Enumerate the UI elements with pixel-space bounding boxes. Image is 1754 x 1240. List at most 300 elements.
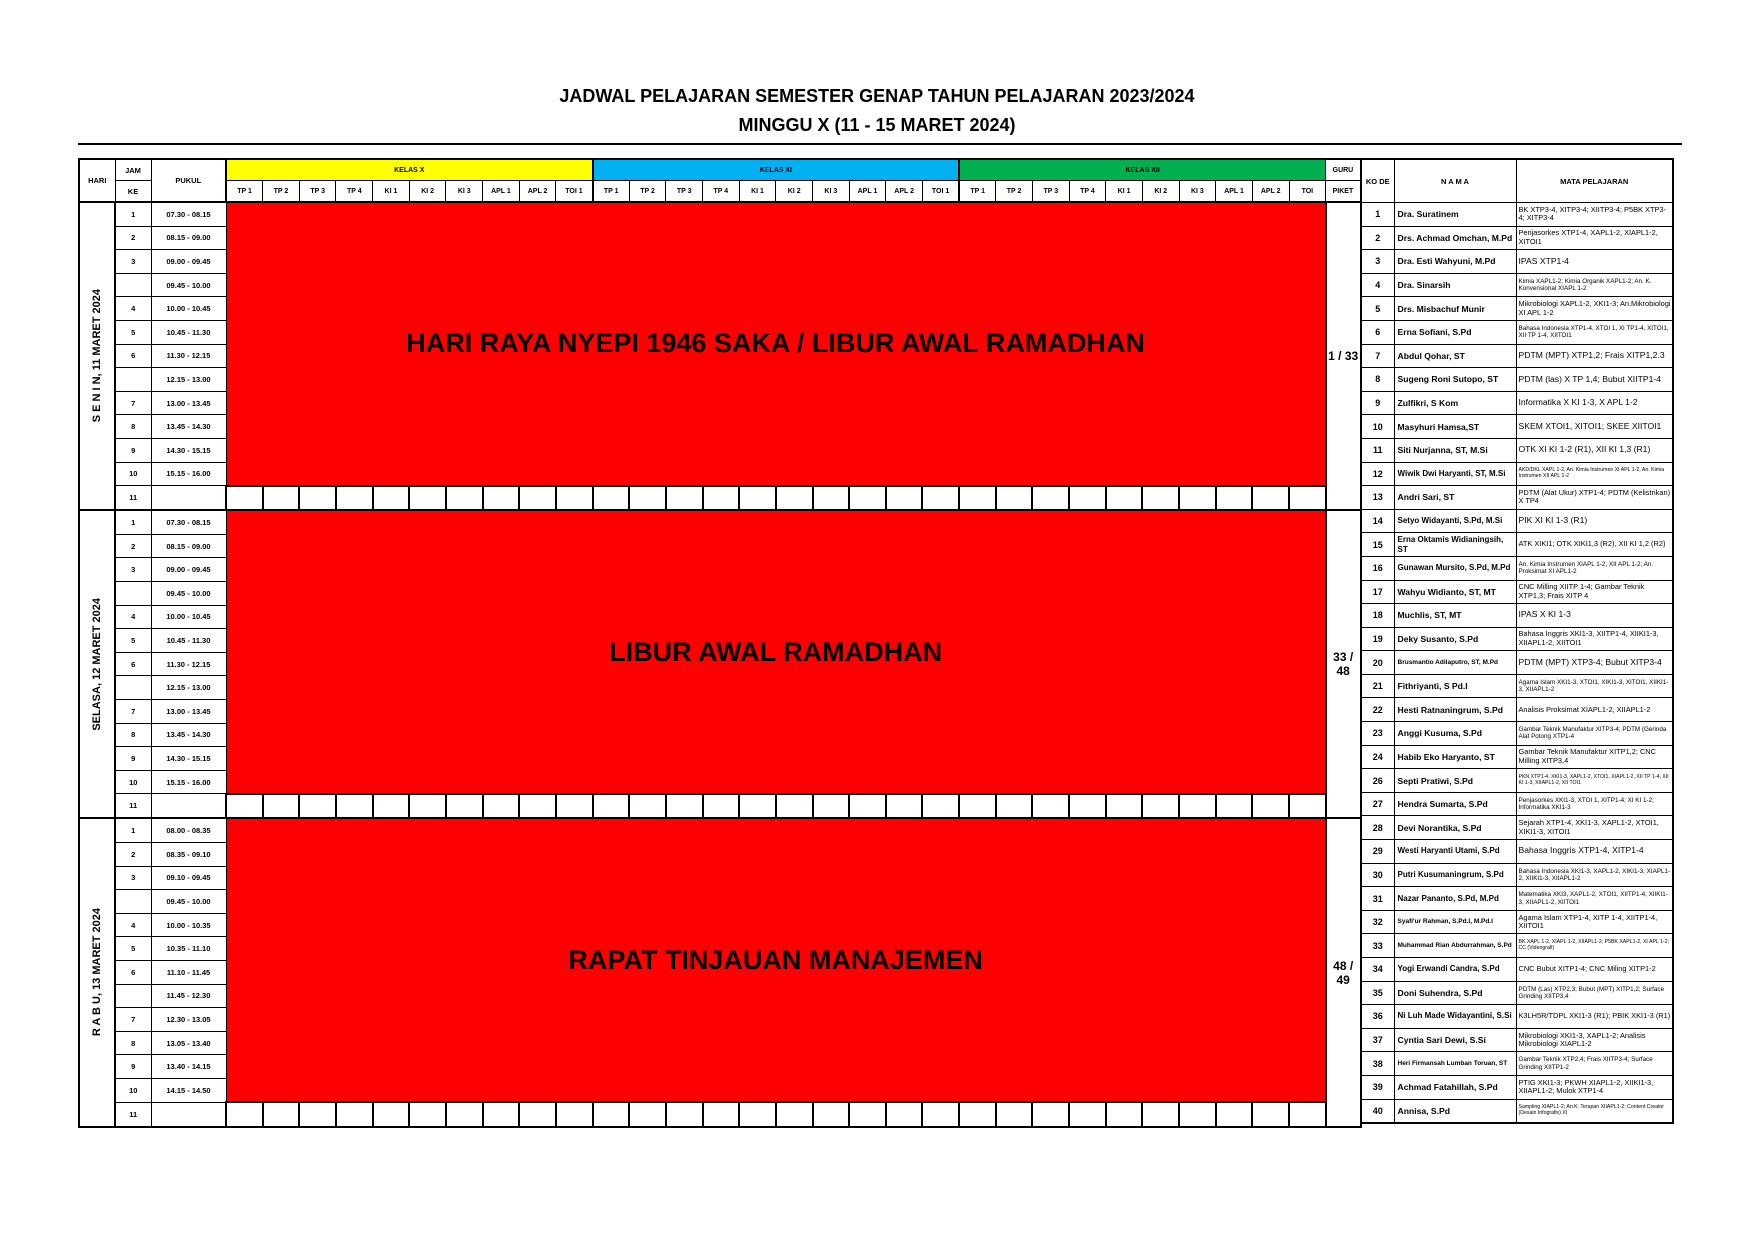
teacher-code: 40 (1361, 1099, 1394, 1123)
empty-slot[interactable] (483, 1102, 520, 1127)
pukul: 09.45 - 10.00 (151, 273, 226, 297)
empty-slot[interactable] (1289, 486, 1326, 511)
day-label-cell (79, 510, 115, 818)
pukul: 08.15 - 09.00 (151, 534, 226, 558)
teacher-row (1361, 674, 1673, 698)
teacher-code: 18 (1361, 604, 1394, 628)
empty-slot[interactable] (556, 486, 593, 511)
empty-slot[interactable] (813, 486, 850, 511)
teacher-code: 31 (1361, 887, 1394, 911)
empty-slot[interactable] (299, 1102, 336, 1127)
empty-slot[interactable] (556, 1102, 593, 1127)
teacher-code: 35 (1361, 981, 1394, 1005)
schedule-table (78, 158, 1362, 1128)
empty-slot[interactable] (1179, 486, 1216, 511)
empty-slot[interactable] (1106, 794, 1143, 819)
teacher-name: Fithriyanti, S Pd.I (1394, 674, 1516, 698)
pukul: 13.00 - 13.45 (151, 391, 226, 415)
pukul (151, 486, 226, 511)
teacher-code: 32 (1361, 910, 1394, 934)
jam-ke (115, 890, 151, 914)
class-column-header: KI 1 (373, 181, 410, 203)
schedule-row (79, 1102, 1361, 1127)
empty-slot[interactable] (703, 794, 740, 819)
empty-slot[interactable] (739, 794, 776, 819)
teacher-row (1361, 1005, 1673, 1029)
teacher-row (1361, 792, 1673, 816)
teacher-row (1361, 509, 1673, 533)
empty-slot[interactable] (446, 1102, 483, 1127)
teacher-subjects: Sejarah XTP1-4, XKI1-3, XAPL1-2, XTOI1, XIKI1-3, XITOI1 (1516, 816, 1673, 840)
jam-ke: 3 (115, 250, 151, 274)
pukul: 15.15 - 16.00 (151, 770, 226, 794)
teacher-name: Annisa, S.Pd (1394, 1099, 1516, 1123)
empty-slot[interactable] (776, 1102, 813, 1127)
teacher-name: Sugeng Roni Sutopo, ST (1394, 368, 1516, 392)
empty-slot[interactable] (996, 486, 1033, 511)
jam-ke: 5 (115, 320, 151, 344)
pukul: 10.45 - 11.30 (151, 629, 226, 653)
empty-slot[interactable] (922, 1102, 959, 1127)
teacher-row (1361, 604, 1673, 628)
teacher-row (1361, 415, 1673, 439)
teacher-row (1361, 1099, 1673, 1123)
empty-slot[interactable] (703, 486, 740, 511)
class-column-header: TP 1 (593, 181, 630, 203)
teacher-code: 33 (1361, 934, 1394, 958)
teacher-row (1361, 627, 1673, 651)
teacher-code: 20 (1361, 651, 1394, 675)
empty-slot[interactable] (813, 1102, 850, 1127)
pukul: 13.00 - 13.45 (151, 699, 226, 723)
empty-slot[interactable] (849, 486, 886, 511)
teacher-name: Drs. Misbachuf Munir (1394, 297, 1516, 321)
empty-slot[interactable] (373, 486, 410, 511)
empty-slot[interactable] (263, 1102, 300, 1127)
teacher-name: Cyntia Sari Dewi, S.Si (1394, 1028, 1516, 1052)
jam-ke: 7 (115, 1008, 151, 1032)
empty-slot[interactable] (409, 486, 446, 511)
pukul: 09.45 - 10.00 (151, 890, 226, 914)
teacher-row (1361, 533, 1673, 557)
empty-slot[interactable] (263, 486, 300, 511)
empty-slot[interactable] (886, 1102, 923, 1127)
teacher-code: 30 (1361, 863, 1394, 887)
teacher-name: Wiwik Dwi Haryanti, ST, M.Si (1394, 462, 1516, 486)
teacher-code: 28 (1361, 816, 1394, 840)
teacher-row (1361, 203, 1673, 227)
empty-slot[interactable] (1252, 486, 1289, 511)
empty-slot[interactable] (1032, 1102, 1069, 1127)
empty-slot[interactable] (1142, 486, 1179, 511)
empty-slot[interactable] (1142, 794, 1179, 819)
header-row (79, 181, 1361, 203)
teacher-subjects: CNC Bubut XITP1-4; CNC Miling XITP1-2 (1516, 958, 1673, 982)
teacher-code: 6 (1361, 320, 1394, 344)
teacher-name: Devi Norantika, S.Pd (1394, 816, 1516, 840)
jam-ke: 10 (115, 770, 151, 794)
empty-slot[interactable] (336, 794, 373, 819)
empty-slot[interactable] (226, 794, 263, 819)
teacher-subjects: PDTM (Alat Ukur) XTP1-4; PDTM (Kelistrikan) X TP4 (1516, 486, 1673, 510)
class-column-header: KI 3 (813, 181, 850, 203)
teacher-row (1361, 462, 1673, 486)
teacher-code: 8 (1361, 368, 1394, 392)
empty-slot[interactable] (226, 1102, 263, 1127)
jam-ke: 11 (115, 794, 151, 819)
empty-slot[interactable] (739, 486, 776, 511)
teacher-subjects: IPAS X KI 1-3 (1516, 604, 1673, 628)
teacher-code: 21 (1361, 674, 1394, 698)
teacher-table (1360, 158, 1674, 1124)
empty-slot[interactable] (629, 1102, 666, 1127)
empty-slot[interactable] (1032, 794, 1069, 819)
empty-slot[interactable] (1069, 486, 1106, 511)
teacher-row (1361, 651, 1673, 675)
teacher-name: Brusmantio Adilaputro, ST, M.Pd (1394, 651, 1516, 675)
empty-slot[interactable] (776, 794, 813, 819)
class-group-2: KELAS XII (959, 159, 1326, 181)
teacher-code: 19 (1361, 627, 1394, 651)
teacher-code: 22 (1361, 698, 1394, 722)
teacher-subjects: Agama Islam XTP1-4, XITP 1-4, XIITP1-4, XIITOI1 (1516, 910, 1673, 934)
guru-piket: 1 / 33 (1326, 202, 1361, 510)
empty-slot[interactable] (703, 1102, 740, 1127)
teacher-code: 7 (1361, 344, 1394, 368)
teacher-row (1361, 1075, 1673, 1099)
empty-slot[interactable] (1216, 1102, 1253, 1127)
empty-slot[interactable] (849, 794, 886, 819)
class-column-header: APL 2 (1252, 181, 1289, 203)
empty-slot[interactable] (1289, 1102, 1326, 1127)
empty-slot[interactable] (519, 1102, 556, 1127)
teacher-row (1361, 863, 1673, 887)
header-nama: N A M A (1394, 159, 1516, 203)
jam-ke: 2 (115, 843, 151, 867)
class-column-header: KI 1 (739, 181, 776, 203)
empty-slot[interactable] (1252, 1102, 1289, 1127)
pukul: 08.00 - 08.35 (151, 818, 226, 842)
empty-slot[interactable] (1069, 794, 1106, 819)
day-label: SELASA, 12 MARET 2024 (91, 598, 103, 731)
teacher-subjects: Penjasorkes XKI1-3, XTOI 1, XITP1-4; XI KI 1-2; Informatika XKI1-3 (1516, 792, 1673, 816)
class-column-header: TP 4 (703, 181, 740, 203)
teacher-subjects: PIK XI KI 1-3 (R1) (1516, 509, 1673, 533)
teacher-code: 27 (1361, 792, 1394, 816)
schedule-row (79, 202, 1361, 226)
teacher-code: 16 (1361, 556, 1394, 580)
teacher-row (1361, 368, 1673, 392)
empty-slot[interactable] (519, 794, 556, 819)
teacher-name: Dra. Suratinem (1394, 203, 1516, 227)
teacher-name: Andri Sari, ST (1394, 486, 1516, 510)
empty-slot[interactable] (483, 794, 520, 819)
empty-slot[interactable] (483, 486, 520, 511)
teacher-row (1361, 769, 1673, 793)
empty-slot[interactable] (226, 486, 263, 511)
class-group-1: KELAS XI (593, 159, 960, 181)
empty-slot[interactable] (666, 794, 703, 819)
teacher-subjects: PDTM (MPT) XTP1,2; Frais XITP1,2.3 (1516, 344, 1673, 368)
empty-slot[interactable] (263, 794, 300, 819)
jam-ke: 5 (115, 937, 151, 961)
class-column-header: TOI 1 (922, 181, 959, 203)
teacher-subjects: PDTM (MPT) XTP3-4; Bubut XITP3-4 (1516, 651, 1673, 675)
jam-ke: 5 (115, 629, 151, 653)
jam-ke: 10 (115, 1078, 151, 1102)
teacher-subjects: PDTM (las) X TP 1,4; Bubut XIITP1-4 (1516, 368, 1673, 392)
page-title: JADWAL PELAJARAN SEMESTER GENAP TAHUN PELAJARAN 2023/2024 (559, 86, 1195, 106)
empty-slot[interactable] (336, 486, 373, 511)
teacher-row (1361, 840, 1673, 864)
class-column-header: TP 4 (1069, 181, 1106, 203)
class-column-header: KI 3 (446, 181, 483, 203)
class-column-header: TP 2 (996, 181, 1033, 203)
class-column-header: TP 2 (629, 181, 666, 203)
pukul: 13.45 - 14.30 (151, 415, 226, 439)
teacher-name: Dra. Esti Wahyuni, M.Pd (1394, 250, 1516, 274)
class-column-header: APL 1 (483, 181, 520, 203)
teacher-name: Muhammad Rian Abdurrahman, S.Pd (1394, 934, 1516, 958)
header-kode: KO DE (1361, 159, 1394, 203)
jam-ke: 8 (115, 415, 151, 439)
jam-ke: 4 (115, 605, 151, 629)
guru-piket: 33 / 48 (1326, 510, 1361, 818)
schedule-row (79, 794, 1361, 819)
teacher-subjects: Bahasa Indonesia XKI1-3, XAPL1-2, XIKI1-3, XIAPL1-2, XIIKI1-3, XIIAPL1-2 (1516, 863, 1673, 887)
empty-slot[interactable] (739, 1102, 776, 1127)
empty-slot[interactable] (629, 486, 666, 511)
teacher-code: 10 (1361, 415, 1394, 439)
teacher-code: 37 (1361, 1028, 1394, 1052)
teacher-name: Anggi Kusuma, S.Pd (1394, 722, 1516, 746)
teacher-code: 39 (1361, 1075, 1394, 1099)
empty-slot[interactable] (959, 794, 996, 819)
empty-slot[interactable] (1216, 794, 1253, 819)
teacher-subjects: Agama Islam XKI1-3, XTOI1, XIKI1-3, XITOI1, XIIKI1-3, XIIAPL1-2 (1516, 674, 1673, 698)
class-group-0: KELAS X (226, 159, 593, 181)
pukul: 10.00 - 10.45 (151, 297, 226, 321)
empty-slot[interactable] (776, 486, 813, 511)
empty-slot[interactable] (409, 794, 446, 819)
teacher-row (1361, 391, 1673, 415)
teacher-code: 26 (1361, 769, 1394, 793)
teacher-subjects: Mikrobiologi XKI1-3, XAPL1-2; Analisis Mikrobiologi XIAPL1-2 (1516, 1028, 1673, 1052)
empty-slot[interactable] (336, 1102, 373, 1127)
empty-slot[interactable] (922, 486, 959, 511)
teacher-subjects: Penjasorkes XTP1-4, XAPL1-2, XIAPL1-2, XITOI1 (1516, 226, 1673, 250)
pukul: 09.00 - 09.45 (151, 558, 226, 582)
teacher-row (1361, 816, 1673, 840)
jam-ke: 4 (115, 297, 151, 321)
empty-slot[interactable] (959, 486, 996, 511)
empty-slot[interactable] (409, 1102, 446, 1127)
page-subtitle: MINGGU X (11 - 15 MARET 2024) (738, 115, 1016, 135)
empty-slot[interactable] (556, 794, 593, 819)
teacher-row (1361, 958, 1673, 982)
empty-slot[interactable] (373, 1102, 410, 1127)
pukul: 08.15 - 09.00 (151, 226, 226, 250)
pukul: 09.45 - 10.00 (151, 582, 226, 606)
teacher-row (1361, 344, 1673, 368)
teacher-code: 9 (1361, 391, 1394, 415)
day-label: S E N I N, 11 MARET 2024 (91, 289, 103, 423)
class-column-header: TP 4 (336, 181, 373, 203)
class-column-header: KI 2 (776, 181, 813, 203)
empty-slot[interactable] (813, 794, 850, 819)
teacher-name: Putri Kusumaningrum, S.Pd (1394, 863, 1516, 887)
empty-slot[interactable] (593, 1102, 630, 1127)
pukul: 14.15 - 14.50 (151, 1078, 226, 1102)
pukul: 07.30 - 08.15 (151, 510, 226, 534)
schedule-row (79, 818, 1361, 842)
teacher-code: 5 (1361, 297, 1394, 321)
teacher-row (1361, 250, 1673, 274)
teacher-subjects: Mikrobiologi XAPL1-2, XKI1-3; An.Mikrobiologi XI APL 1-2 (1516, 297, 1673, 321)
empty-slot[interactable] (996, 794, 1033, 819)
empty-slot[interactable] (519, 486, 556, 511)
pukul: 11.30 - 12.15 (151, 344, 226, 368)
teacher-code: 36 (1361, 1005, 1394, 1029)
teacher-name: Hesti Ratnaningrum, S.Pd (1394, 698, 1516, 722)
teacher-row (1361, 1028, 1673, 1052)
empty-slot[interactable] (1289, 794, 1326, 819)
pukul: 11.45 - 12.30 (151, 984, 226, 1008)
teacher-name: Deky Susanto, S.Pd (1394, 627, 1516, 651)
class-column-header: TOI (1289, 181, 1326, 203)
empty-slot[interactable] (1179, 1102, 1216, 1127)
teacher-subjects: Informatika X KI 1-3, X APL 1-2 (1516, 391, 1673, 415)
pukul: 12.30 - 13.05 (151, 1008, 226, 1032)
teacher-row (1361, 273, 1673, 297)
teacher-name: Setyo Widayanti, S.Pd, M.Si (1394, 509, 1516, 533)
pukul: 14.30 - 15.15 (151, 438, 226, 462)
teacher-subjects: BK XAPL 1-2, XIAPL 1-2, XIIAPL1-2; P5BK XAPL1-2, XI APL 1-2; CC (Videografi) (1516, 934, 1673, 958)
jam-ke (115, 676, 151, 700)
day-label: R A B U, 13 MARET 2024 (91, 908, 103, 1037)
schedule-row (79, 486, 1361, 511)
empty-slot[interactable] (593, 794, 630, 819)
empty-slot[interactable] (629, 794, 666, 819)
empty-slot[interactable] (446, 794, 483, 819)
teacher-table-header (1361, 159, 1673, 203)
teacher-subjects: K3LH5R/TDPL XKI1-3 (R1); PBIK XKI1-3 (R1) (1516, 1005, 1673, 1029)
jam-ke: 8 (115, 1031, 151, 1055)
pukul: 09.00 - 09.45 (151, 250, 226, 274)
empty-slot[interactable] (299, 486, 336, 511)
empty-slot[interactable] (446, 486, 483, 511)
class-column-header: APL 2 (886, 181, 923, 203)
empty-slot[interactable] (1069, 1102, 1106, 1127)
empty-slot[interactable] (1106, 486, 1143, 511)
class-column-header: TP 3 (666, 181, 703, 203)
teacher-subjects: An. Kimia Instrumen XIAPL 1-2, XII APL 1-2; An. Proksimat XI APL1-2 (1516, 556, 1673, 580)
empty-slot[interactable] (299, 794, 336, 819)
jam-ke: 7 (115, 699, 151, 723)
teacher-name: Doni Suhendra, S.Pd (1394, 981, 1516, 1005)
teacher-name: Erna Oktamis Widianingsih, ST (1394, 533, 1516, 557)
jam-ke (115, 984, 151, 1008)
title-divider (78, 143, 1682, 145)
pukul: 13.40 - 14.15 (151, 1055, 226, 1079)
jam-ke (115, 582, 151, 606)
teacher-name: Habib Eko Haryanto, ST (1394, 745, 1516, 769)
jam-ke: 1 (115, 510, 151, 534)
jam-ke: 3 (115, 558, 151, 582)
empty-slot[interactable] (593, 486, 630, 511)
jam-ke: 11 (115, 1102, 151, 1127)
teacher-subjects: Sampling XIAPL1-2; An.K. Terapan XIIAPL1-2; Content Creator (Desain Infografis) XI (1516, 1099, 1673, 1123)
empty-slot[interactable] (922, 794, 959, 819)
teacher-subjects: PKN XTP1-4, XKI1-3, XAPL1-2, XTOI1, XIAPL1-2, XII TP 1-4, XII KI 1-3, XIIAPL1-2, XII TOI1 (1516, 769, 1673, 793)
teacher-row (1361, 981, 1673, 1005)
jam-ke: 1 (115, 202, 151, 226)
pukul: 08.35 - 09.10 (151, 843, 226, 867)
empty-slot[interactable] (1032, 486, 1069, 511)
empty-slot[interactable] (1179, 794, 1216, 819)
teacher-code: 29 (1361, 840, 1394, 864)
jam-ke: 9 (115, 438, 151, 462)
empty-slot[interactable] (996, 1102, 1033, 1127)
teacher-row (1361, 910, 1673, 934)
jam-ke: 9 (115, 747, 151, 771)
empty-slot[interactable] (849, 1102, 886, 1127)
teacher-row (1361, 722, 1673, 746)
teacher-code: 23 (1361, 722, 1394, 746)
header-hari: HARI (79, 159, 115, 202)
pukul: 13.45 - 14.30 (151, 723, 226, 747)
teacher-name: Siti Nurjanna, ST, M.Si (1394, 438, 1516, 462)
teacher-row (1361, 438, 1673, 462)
jam-ke (115, 368, 151, 392)
teacher-name: Syafi'ur Rahman, S.Pd.I, M.Pd.I (1394, 910, 1516, 934)
day-label-cell (79, 818, 115, 1126)
jam-ke: 6 (115, 961, 151, 985)
class-column-header: TP 3 (1032, 181, 1069, 203)
empty-slot[interactable] (1106, 1102, 1143, 1127)
teacher-name: Masyhuri Hamsa,ST (1394, 415, 1516, 439)
header-pukul: PUKUL (151, 159, 226, 202)
pukul: 09.10 - 09.45 (151, 866, 226, 890)
teacher-code: 1 (1361, 203, 1394, 227)
empty-slot[interactable] (886, 486, 923, 511)
empty-slot[interactable] (1142, 1102, 1179, 1127)
empty-slot[interactable] (373, 794, 410, 819)
empty-slot[interactable] (666, 1102, 703, 1127)
teacher-subjects: Gambar Teknik XTP2,4; Frais XIITP3-4; Surface Grinding XIITP1-2 (1516, 1052, 1673, 1076)
teacher-name: Nazar Pananto, S.Pd, M.Pd (1394, 887, 1516, 911)
teacher-code: 12 (1361, 462, 1394, 486)
empty-slot[interactable] (886, 794, 923, 819)
teacher-subjects: BK XTP3-4, XITP3-4; XIITP3-4; P5BK XTP3-4; XITP3-4 (1516, 203, 1673, 227)
pukul: 12.15 - 13.00 (151, 368, 226, 392)
teacher-row (1361, 745, 1673, 769)
class-column-header: TOI 1 (556, 181, 593, 203)
teacher-code: 11 (1361, 438, 1394, 462)
header-piket: PIKET (1326, 181, 1361, 203)
teacher-code: 2 (1361, 226, 1394, 250)
empty-slot[interactable] (666, 486, 703, 511)
empty-slot[interactable] (959, 1102, 996, 1127)
class-column-header: TP 1 (959, 181, 996, 203)
empty-slot[interactable] (1216, 486, 1253, 511)
teacher-subjects: Bahasa Inggris XKI1-3, XIITP1-4, XIIKI1-3, XIIAPL1-2, XIITOI1 (1516, 627, 1673, 651)
teacher-code: 38 (1361, 1052, 1394, 1076)
teacher-row (1361, 297, 1673, 321)
header-mapel: MATA PELAJARAN (1516, 159, 1673, 203)
teacher-name: Zulfikri, S Kom (1394, 391, 1516, 415)
empty-slot[interactable] (1252, 794, 1289, 819)
